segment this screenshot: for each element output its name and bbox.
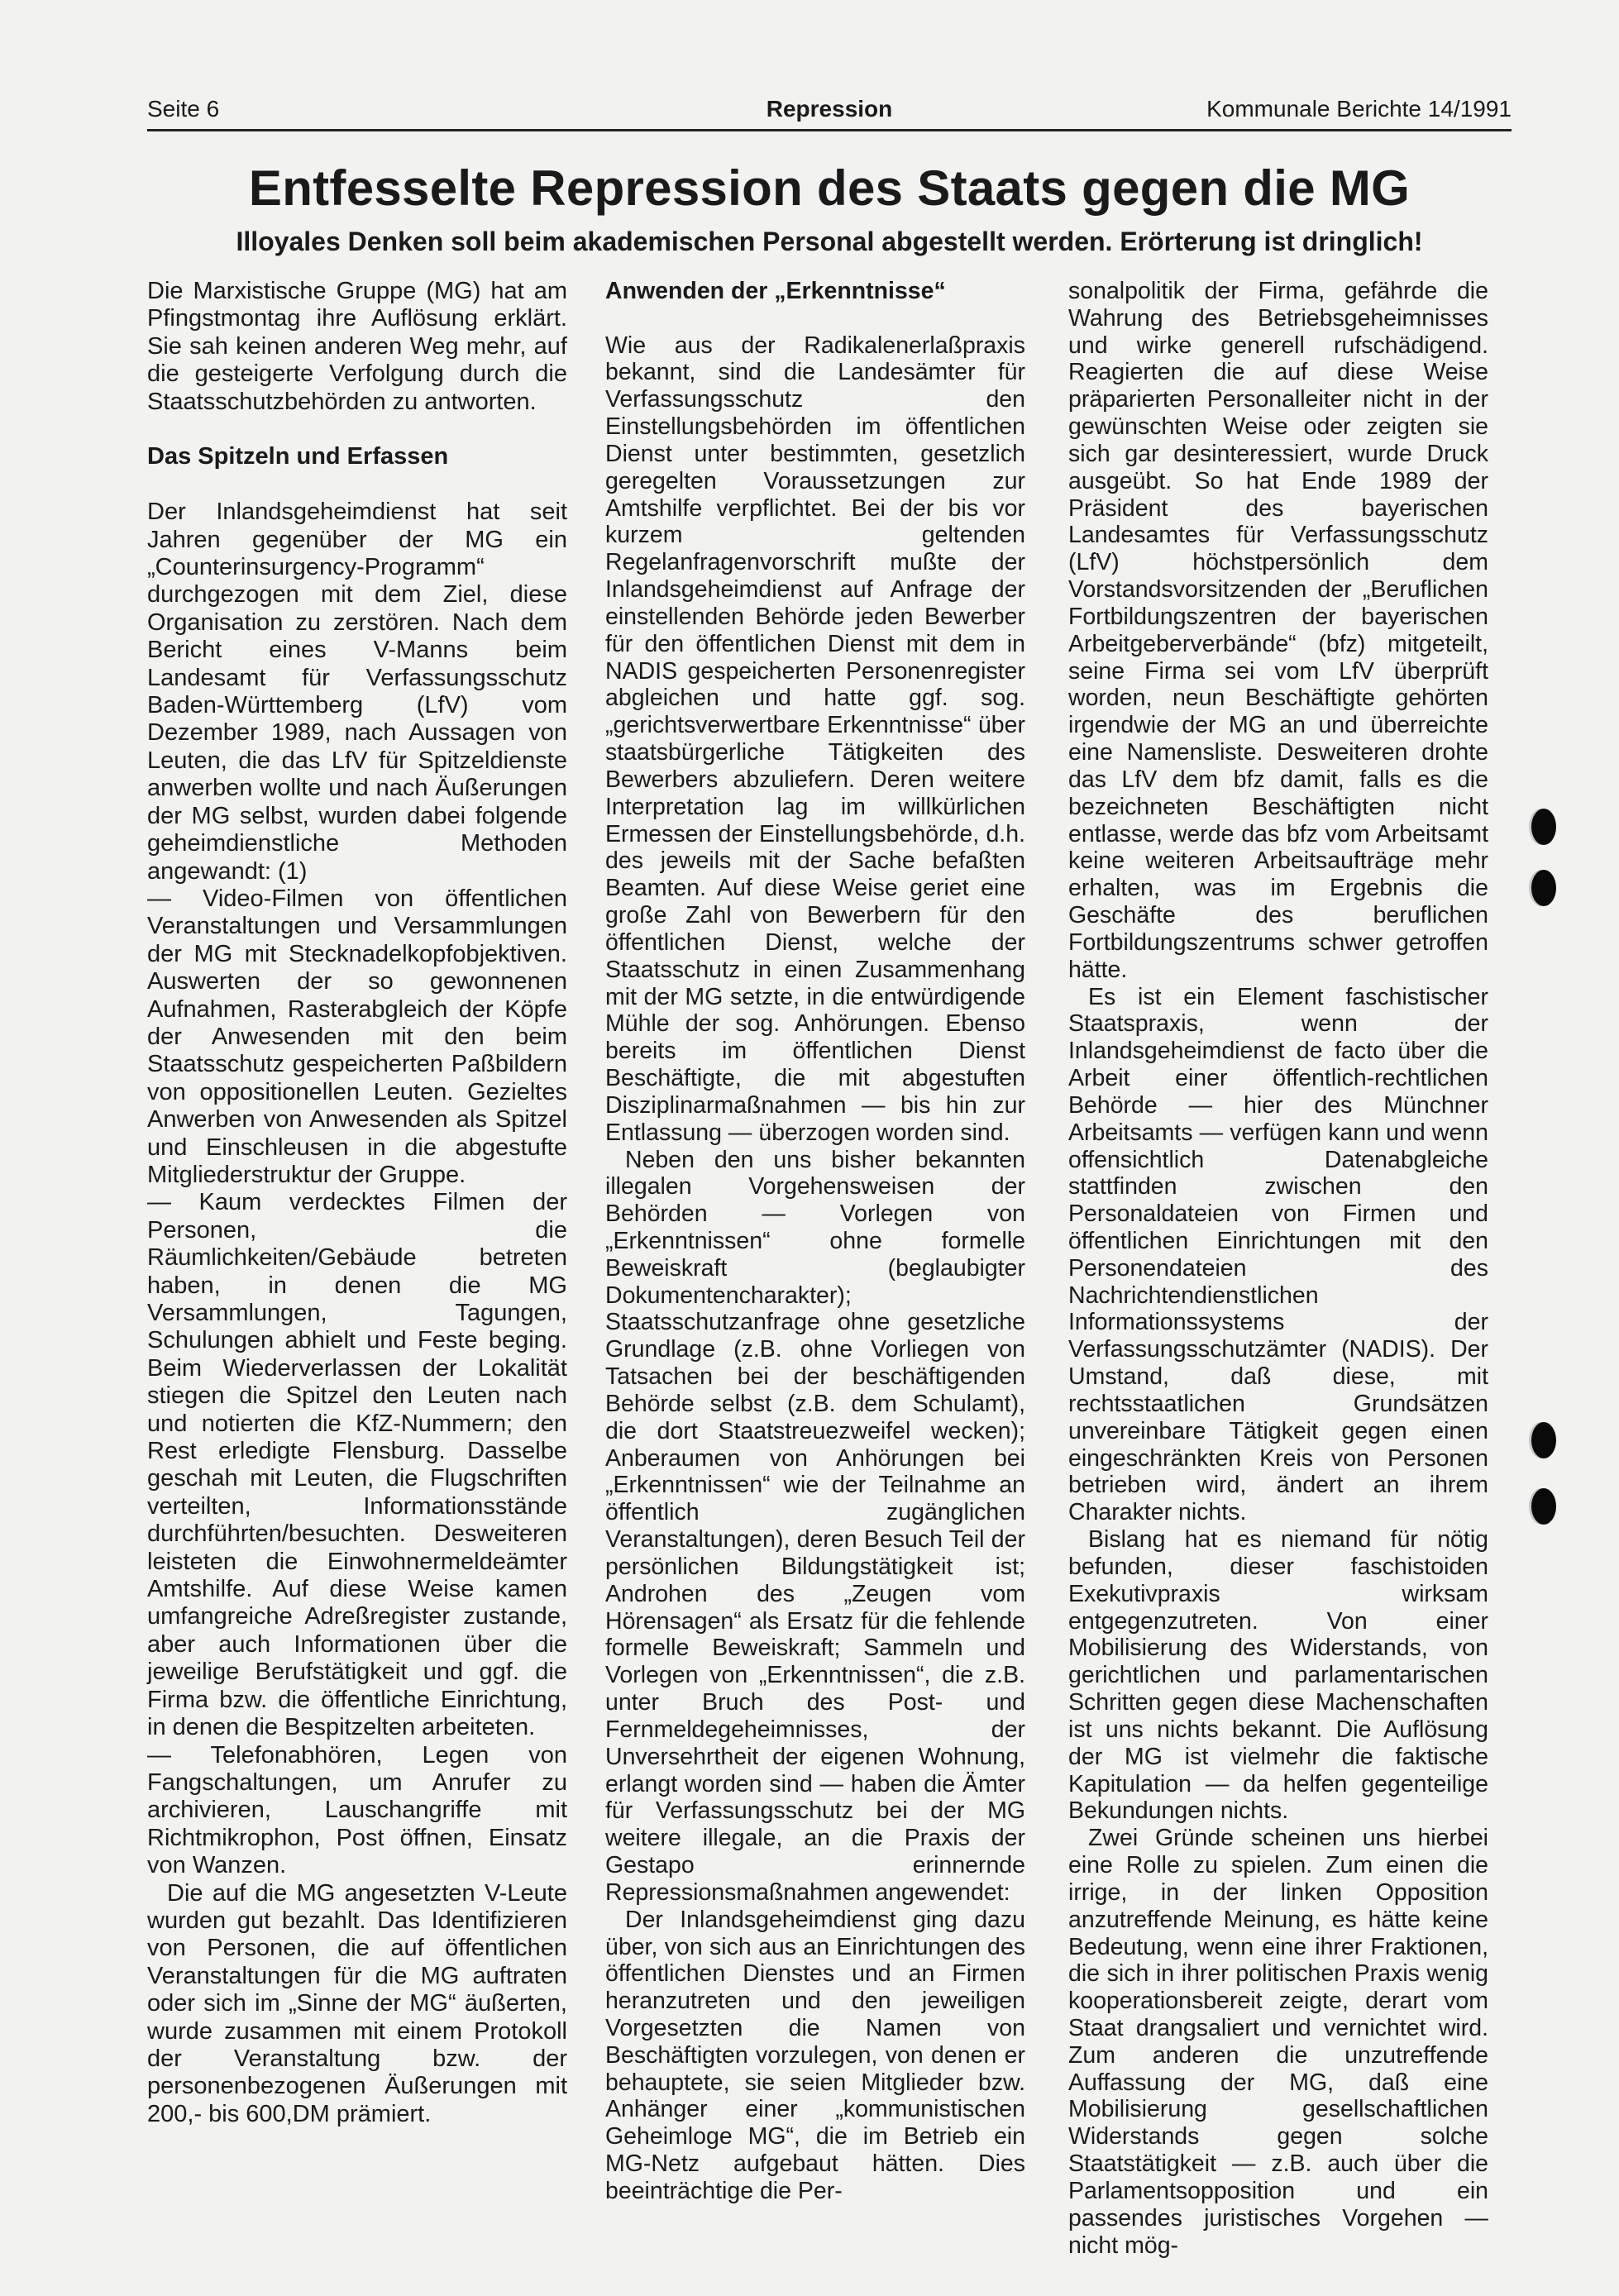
section-title: Repression — [766, 96, 893, 122]
article-column-3 — [1068, 278, 1488, 2259]
paragraph: Es ist ein Element faschistischer Staatspraxis, wenn der Inlandsgeheimdienst de facto über die Arbeit einer öffentlich-rechtlichen Behörde — hier des Münchner Arbeitsamts — verfügen kann und wenn offensichtlich Datenabgleiche stattfinden zwischen den Personaldateien von Firmen und öffentlichen Einrichtungen mit den Personendateien des Nachrichtendienstlichen Informationssystems der Verfassungsschutzämter (NADIS). Der Umstand, daß diese, mit rechtsstaatlichen Grundsätzen unvereinbare Tätigkeit gegen einen eingeschränkten Kreis von Personen betrieben wird, ändert an ihrem Charakter nichts. — [1068, 983, 1488, 1526]
punch-hole — [1531, 1488, 1556, 1525]
section-heading: Anwenden der „Erkenntnisse“ — [605, 278, 946, 304]
punch-hole — [1531, 870, 1556, 906]
section-heading: Das Spitzeln und Erfassen — [147, 443, 449, 470]
paragraph: sonalpolitik der Firma, gefährde die Wahrung des Betriebsgeheimnisses und wirke generell rufschädigend. Reagierten die auf diese Weise präparierten Personalleiter nicht in der gewünschten Weise oder zeigten sie sich gar desinteressiert, wurde Druck ausgeübt. So hat Ende 1989 der Präsident des bayerischen Landesamtes für Verfassungsschutz (LfV) höchstpersönlich dem Vorstandsvorsitzenden der „Beruflichen Fortbildungszentren der bayerischen Arbeitgeberverbände“ (bfz) mitgeteilt, seine Firma sei vom LfV überprüft worden, neun Beschäftigte gehörten irgendwie der MG an und überreichte eine Namensliste. Desweiteren drohte das LfV dem bfz damit, falls es die bezeichneten Beschäftigten nicht entlasse, werde das bfz vom Arbeitsamt keine weiteren Arbeitsaufträge mehr erhalten, was im Ergebnis die Geschäfte des beruflichen Fortbildungszentrums schwer getroffen hätte. — [1068, 278, 1488, 983]
punch-hole — [1531, 1422, 1556, 1458]
paragraph-spacer — [147, 416, 567, 443]
paragraph: Der Inlandsgeheimdienst ging dazu über, von sich aus an Einrichtungen des öffentlichen Dienstes und an Firmen heranzutreten und den jeweiligen Vorgesetzten die Namen von Beschäftigten vorzulegen, von denen er behauptete, sie seien Mitglieder bzw. Anhänger einer „kommunistischen Geheimloge MG“, die im Betrieb ein MG-Netz aufgebaut hätten. Dies beeinträchtige die Per- — [605, 1906, 1025, 2204]
punch-hole — [1531, 809, 1556, 845]
paragraph: — Kaum verdecktes Filmen der Personen, die Räumlichkeiten/Gebäude betreten haben, in denen die MG Versammlungen, Tagungen, Schulungen abhielt und Feste beging. Beim Wiederverlassen der Lokalität stiegen die Spitzel den Leuten nach und notierten die KfZ-Nummern; den Rest erledigte Flensburg. Dasselbe geschah mit Leuten, die Flugschriften verteilten, Informationsstände durchführten/besuchten. Desweiteren leisteten die Einwohnermeldeämter Amtshilfe. Auf diese Weise kamen umfangreiche Adreßregister zustande, aber auch Informationen über die jeweilige Berufstätigkeit und ggf. die Firma bzw. die öffentliche Einrichtung, in denen die Bespitzelten arbeiteten. — [147, 1189, 567, 1741]
paragraph: — Telefonabhören, Legen von Fangschaltungen, um Anrufer zu archivieren, Lauschangriffe mit Richtmikrophon, Post öffnen, Einsatz von Wanzen. — [147, 1741, 567, 1879]
article-subheadline: Illoyales Denken soll beim akademischen Personal abgestellt werden. Erörterung ist dringlich! — [236, 227, 1423, 256]
paragraph-spacer — [605, 305, 1025, 332]
paragraph: Bislang hat es niemand für nötig befunden, dieser faschistoiden Exekutivpraxis wirksam entgegenzutreten. Von einer Mobilisierung des Widerstands, von gerichtlichen und parlamentarischen Schritten gegen diese Machenschaften ist uns nichts bekannt. Die Auflösung der MG ist vielmehr die faktische Kapitulation — da helfen gegenteilige Bekundungen nichts. — [1068, 1526, 1488, 1825]
paragraph: Neben den uns bisher bekannten illegalen Vorgehensweisen der Behörden — Vorlegen von „Erkenntnissen“ ohne formelle Beweiskraft (beglaubigter Dokumentencharakter); Staatsschutzanfrage ohne gesetzliche Grundlage (z.B. ohne Vorliegen von Tatsachen bei der beschäftigenden Behörde selbst (z.B. dem Schulamt), die dort Staatstreuezweifel wecken); Anberaumen von Anhörungen bei „Erkenntnissen“ wie der Teilnahme an öffentlich zugänglichen Veranstaltungen), deren Besuch Teil der persönlichen Bildungstätigkeit ist; Androhen des „Zeugen vom Hörensagen“ als Ersatz für die fehlende formelle Beweiskraft; Sammeln und Vorlegen von „Erkenntnissen“, die z.B. unter Bruch des Post- und Fernmeldegeheimnisses, der Unversehrtheit der eigenen Wohnung, erlangt worden sind — haben die Ämter für Verfassungsschutz bei der MG weitere illegale, an die Praxis der Gestapo erinnernde Repressionsmaßnahmen angewendet: — [605, 1146, 1025, 1906]
paragraph: Der Inlandsgeheimdienst hat seit Jahren gegenüber der MG ein „Counterinsurgency-Programm“ durchgezogen mit dem Ziel, diese Organisation zu zerstören. Nach dem Bericht eines V-Manns beim Landesamt für Verfassungsschutz Baden-Württemberg (LfV) vom Dezember 1989, nach Aussagen von Leuten, die das LfV für Spitzeldienste anwerben wollte und nach Äußerungen der MG selbst, wurden dabei folgende geheimdienstliche Methoden angewandt: (1) — [147, 499, 567, 885]
article-headline: Entfesselte Repression des Staats gegen die MG — [248, 160, 1411, 216]
page-number: Seite 6 — [147, 96, 220, 122]
publication-issue: Kommunale Berichte 14/1991 — [1206, 96, 1512, 122]
paragraph: Zwei Gründe scheinen uns hierbei eine Rolle zu spielen. Zum einen die irrige, in der linken Opposition anzutreffende Meinung, es hätte keine Bedeutung, wenn eine ihrer Fraktionen, die sich in ihrer politischen Praxis wenig kooperationsbereit zeigte, derart vom Staat drangsaliert und vernichtet wird. Zum anderen die unzutreffende Auffassung der MG, daß eine Mobilisierung gesellschaftlichen Widerstands gegen solche Staatstätigkeit — z.B. auch über die Parlamentsopposition und ein passendes juristisches Vorgehen — nicht mög- — [1068, 1825, 1488, 2259]
paragraph: Die Marxistische Gruppe (MG) hat am Pfingstmontag ihre Auflösung erklärt. Sie sah keinen anderen Weg mehr, auf die gesteigerte Verfolgung durch die Staatsschutzbehörden zu antworten. — [147, 278, 567, 415]
paragraph-spacer — [147, 471, 567, 499]
article-column-2 — [605, 278, 1025, 2205]
paragraph: — Video-Filmen von öffentlichen Veranstaltungen und Versammlungen der MG mit Stecknadelkopfobjektiven. Auswerten der so gewonnenen Aufnahmen, Rasterabgleich der Köpfe der Anwesenden mit den beim Staatsschutz gespeicherten Paßbildern von oppositionellen Leuten. Gezieltes Anwerben von Anwesenden als Spitzel und Einschleusen in die abgestufte Mitgliederstruktur der Gruppe. — [147, 885, 567, 1188]
page-header — [147, 86, 1512, 131]
article-column-1 — [147, 278, 567, 2128]
paragraph: Die auf die MG angesetzten V-Leute wurden gut bezahlt. Das Identifizieren von Personen, die auf öffentlichen Veranstaltungen für die MG auftraten oder sich im „Sinne der MG“ äußerten, wurde zusammen mit einem Protokoll der Veranstaltung bzw. der personenbezogenen Äußerungen mit 200,- bis 600,DM prämiert. — [147, 1879, 567, 2127]
paragraph: Wie aus der Radikalenerlaßpraxis bekannt, sind die Landesämter für Verfassungsschutz den Einstellungsbehörden im öffentlichen Dienst unter bestimmten, gesetzlich geregelten Voraussetzungen zur Amtshilfe verpflichtet. Bei der bis vor kurzem geltenden Regelanfragenvorschrift mußte der Inlandsgeheimdienst auf Anfrage der einstellenden Behörde jeden Bewerber für den öffentlichen Dienst mit dem in NADIS gespeicherten Personenregister abgleichen und hatte ggf. sog. „gerichtsverwertbare Erkenntnisse“ über staatsbürgerliche Tätigkeiten des Bewerbers abzuliefern. Deren weitere Interpretation lag im willkürlichen Ermessen der Einstellungsbehörde, d.h. des jeweils mit der Sache befaßten Beamten. Auf diese Weise geriet eine große Zahl von Bewerbern für den öffentlichen Dienst, welche der Staatsschutz in einen Zusammenhang mit der MG setzte, in die entwürdigende Mühle der sog. Anhörungen. Ebenso bereits im öffentlichen Dienst Beschäftigte, die mit abgestuften Disziplinarmaßnahmen — bis hin zur Entlassung — überzogen worden sind. — [605, 332, 1025, 1146]
